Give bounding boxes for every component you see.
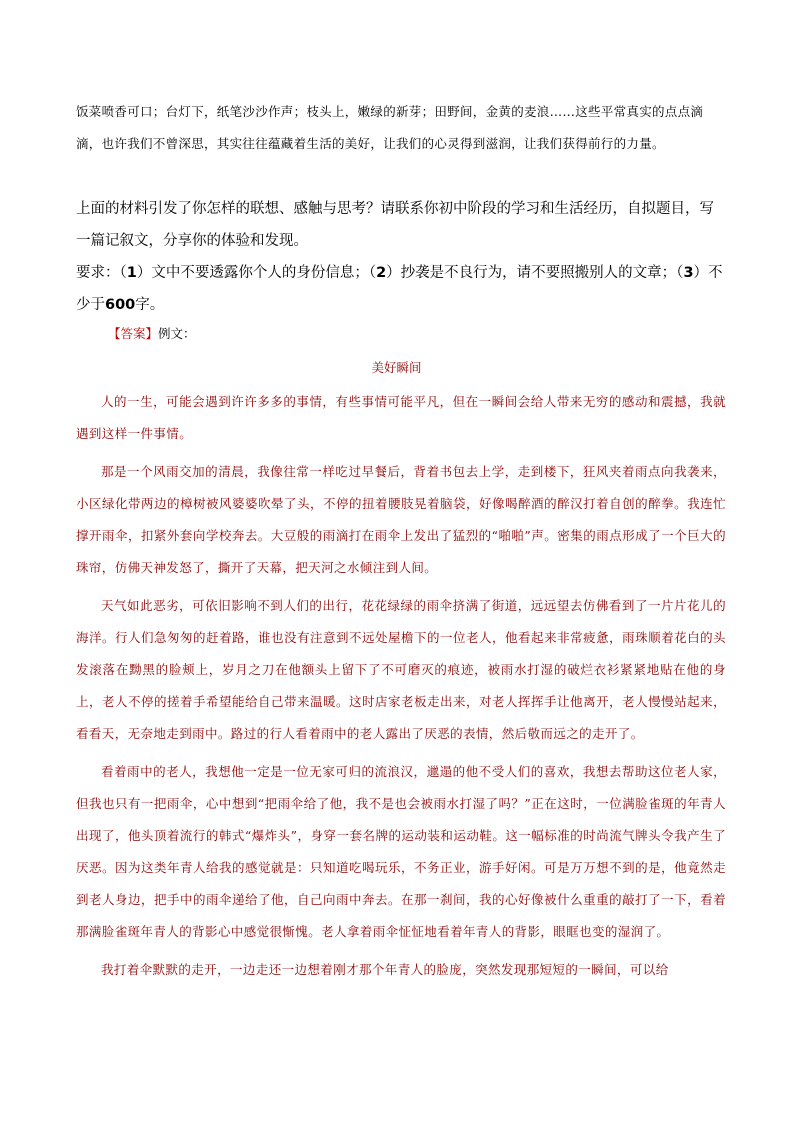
- requirement-2-number: 2: [376, 265, 387, 281]
- essay-title: 美好瞬间: [371, 360, 422, 375]
- word-count: 600: [105, 297, 136, 313]
- requirement-1-number: 1: [126, 265, 137, 281]
- answer-tag-suffix: 例文：: [158, 326, 196, 341]
- essay-paragraph: 人的一生，可能会遇到许许多多的事情，有些事情可能平凡，但在一瞬间会给人带来无穷的感动和震撼，我就遇到这样一件事情。: [76, 394, 726, 441]
- answer-tag: 【答案】: [108, 326, 159, 341]
- answer-label: [108, 322, 196, 346]
- prompt-requirements: [76, 257, 726, 321]
- writing-prompt: [76, 193, 726, 321]
- requirement-2-text: ）抄袭是不良行为，请不要照搬别人的文章；（: [386, 265, 684, 281]
- essay-paragraph: 那是一个风雨交加的清晨，我像往常一样吃过早餐后，背着书包去上学，走到楼下，狂风夹着雨点向我袭来，小区绿化带两边的樟树被风婆婆吹晕了头，不停的扭着腰肢晃着脑袋，好像喝醉酒的醉汉打着自创的醉拳。我连忙撑开雨伞，扣紧外套向学校奔去。大豆般的雨滴打在雨伞上发出了猛烈的“啪啪”声。密集的雨点形成了一个巨大的珠帘，仿佛天神发怒了，撕开了天幕，把天河之水倾注到人间。: [76, 464, 726, 575]
- requirement-1-text: ）文中不要透露你个人的身份信息；（: [136, 265, 377, 281]
- essay-body: [76, 386, 726, 992]
- requirement-3-number: 3: [683, 265, 694, 281]
- requirement-3-suffix: 字。: [135, 297, 165, 313]
- material-text: [76, 96, 726, 160]
- prompt-question: 上面的材料引发了你怎样的联想、感触与思考？请联系你初中阶段的学习和生活经历，自拟题目，写一篇记叙文，分享你的体验和发现。: [76, 201, 714, 249]
- essay-paragraph: 天气如此恶劣，可依旧影响不到人们的出行，花花绿绿的雨伞挤满了街道，远远望去仿佛看到了一片片花儿的海洋。行人们急匆匆的赶着路，谁也没有注意到不远处屋檐下的一位老人，他看起来非常疲惫，雨珠顺着花白的头发滚落在黝黑的脸颊上，岁月之刀在他额头上留下了不可磨灭的痕迹，被雨水打湿的破烂衣衫紧紧地贴在他的身上，老人不停的搓着手希望能给自己带来温暖。这时店家老板走出来，对老人挥挥手让他离开，老人慢慢站起来，看看天，无奈地走到雨中。路过的行人看着雨中的老人露出了厌恶的表情，然后敬而远之的走开了。: [76, 598, 726, 741]
- essay-paragraph: 看着雨中的老人，我想他一定是一位无家可归的流浪汉，邋遢的他不受人们的喜欢，我想去帮助这位老人家，但我也只有一把雨伞，心中想到“把雨伞给了他，我不是也会被雨水打湿了吗？”正在这时，一位满脸雀斑的年青人出现了，他头顶着流行的韩式“爆炸头”，身穿一套名牌的运动装和运动鞋。这一幅标准的时尚流气牌头令我产生了厌恶。因为这类年青人给我的感觉就是：只知道吃喝玩乐，不务正业，游手好闲。可是万万想不到的是，他竟然走到老人身边，把手中的雨伞递给了他，自己向雨中奔去。在那一刹间，我的心好像被什么重重的敲打了一下，看着那满脸雀斑年青人的背影心中感觉很惭愧。老人拿着雨伞怔怔地看着年青人的背影，眼眶也变的湿润了。: [76, 764, 726, 939]
- essay-paragraph: 我打着伞默默的走开，一边走还一边想着刚才那个年青人的脸庞，突然发现那短短的一瞬间，可以给: [101, 962, 669, 977]
- requirement-3-text: ）不少于: [76, 265, 723, 313]
- material-paragraph: 饭菜喷香可口；台灯下，纸笔沙沙作声；枝头上，嫩绿的新芽；田野间，金黄的麦浪……这些平常真实的点点滴滴，也许我们不曾深思，其实往往蕴藏着生活的美好，让我们的心灵得到滋润，让我们获得前行的力量。: [76, 104, 704, 151]
- requirements-prefix: 要求：（: [76, 265, 127, 281]
